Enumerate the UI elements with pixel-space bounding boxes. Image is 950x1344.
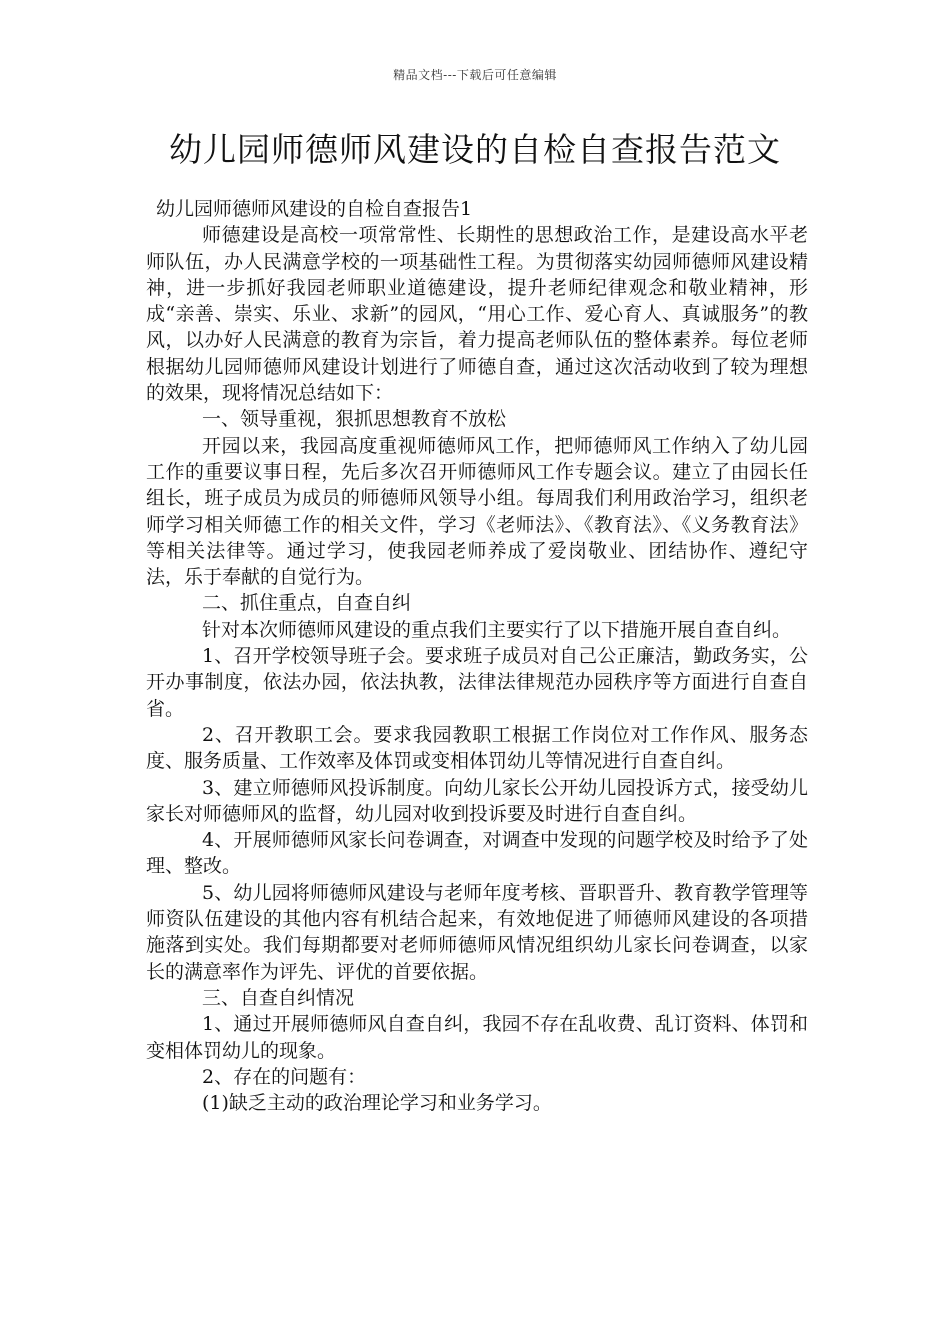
list-item-1: 1、召开学校领导班子会。要求班子成员对自己公正廉洁，勤政务实，公开办事制度，依法办园，依法执教，法律法律规范办园秩序等方面进行自查自省。: [146, 645, 808, 720]
check-item-2: 2、存在的问题有：: [202, 1065, 367, 1088]
check-item-1: 1、通过开展师德师风自查自纠，我园不存在乱收费、乱订资料、体罚和变相体罚幼儿的现象。: [146, 1013, 808, 1062]
paragraph-intro: 师德建设是高校一项常常性、长期性的思想政治工作，是建设高水平老师队伍，办人民满意学校的一项基础性工程。为贯彻落实幼园师德师风建设精神，进一步抓好我园老师职业道德建设，提升老师纪律观念和敬业精神，形成“亲善、崇实、乐业、求新”的园风，“用心工作、爱心育人、真诚服务”的教风，以办好人民满意的教育为宗旨，着力提高老师队伍的整体素养。每位老师根据幼儿园师德师风建设计划进行了师德自查，通过这次活动收到了较为理想的效果，现将情况总结如下：: [146, 224, 808, 405]
report-subtitle: 幼儿园师德师风建设的自检自查报告1: [156, 198, 473, 220]
paragraph-section-2: 针对本次师德师风建设的重点我们主要实行了以下措施开展自查自纠。: [202, 618, 792, 641]
document-body: [146, 196, 808, 1116]
section-heading-3: 三、自查自纠情况: [202, 986, 355, 1009]
section-heading-2: 二、抓住重点，自查自纠: [202, 592, 412, 615]
section-heading-1: 一、领导重视，狠抓思想教育不放松: [202, 408, 507, 431]
document-title: 幼儿园师德师风建设的自检自查报告范文: [169, 130, 781, 169]
paragraph-section-1: 开园以来，我园高度重视师德师风工作，把师德师风工作纳入了幼儿园工作的重要议事日程，先后多次召开师德师风工作专题会议。建立了由园长任组长，班子成员为成员的师德师风领导小组。每周我们利用政治学习，组织老师学习相关师德工作的相关文件，学习《老师法》、《教育法》、《义务教育法》等相关法律等。通过学习，使我园老师养成了爱岗敬业、团结协作、遵纪守法，乐于奉献的自觉行为。: [146, 434, 808, 589]
problem-item-1: (1)缺乏主动的政治理论学习和业务学习。: [202, 1092, 552, 1115]
list-item-3: 3、建立师德师风投诉制度。向幼儿家长公开幼儿园投诉方式，接受幼儿家长对师德师风的监督，幼儿园对收到投诉要及时进行自查自纠。: [146, 776, 808, 825]
header-note: 精品文档---下载后可任意编辑: [393, 68, 557, 82]
list-item-5: 5、幼儿园将师德师风建设与老师年度考核、晋职晋升、教育教学管理等师资队伍建设的其他内容有机结合起来，有效地促进了师德师风建设的各项措施落到实处。我们每期都要对老师师德师风情况组织幼儿家长问卷调查，以家长的满意率作为评先、评优的首要依据。: [146, 881, 808, 983]
list-item-2: 2、召开教职工会。要求我园教职工根据工作岗位对工作作风、服务态度、服务质量、工作效率及体罚或变相体罚幼儿等情况进行自查自纠。: [146, 723, 808, 773]
list-item-4: 4、开展师德师风家长问卷调查，对调查中发现的问题学校及时给予了处理、整改。: [146, 829, 808, 878]
